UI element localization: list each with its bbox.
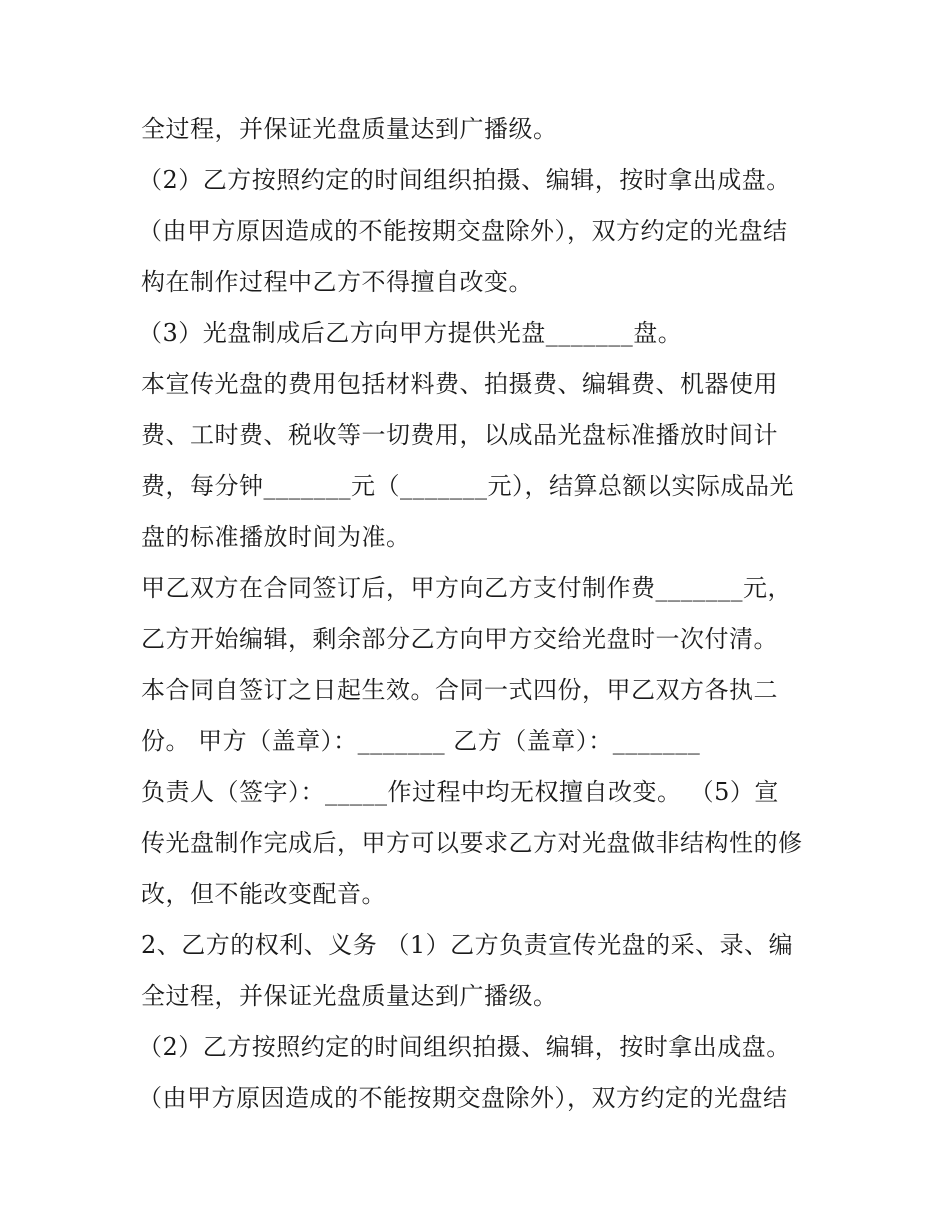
text-line: 全过程，并保证光盘质量达到广播级。 xyxy=(141,982,558,1010)
text-line: （3）光盘制成后乙方向甲方提供光盘_______盘。 xyxy=(138,319,683,347)
text-line: 费、工时费、税收等一切费用，以成品光盘标准播放时间计 xyxy=(141,421,778,449)
text-line: 全过程，并保证光盘质量达到广播级。 xyxy=(141,115,558,143)
text-line: 甲乙双方在合同签订后，甲方向乙方支付制作费_______元， xyxy=(141,574,792,602)
text-line: （由甲方原因造成的不能按期交盘除外），双方约定的光盘结 xyxy=(138,1084,788,1112)
text-line: 传光盘制作完成后，甲方可以要求乙方对光盘做非结构性的修 xyxy=(141,829,803,857)
text-line: 改，但不能改变配音。 xyxy=(141,880,386,908)
text-line: 本合同自签订之日起生效。合同一式四份，甲乙双方各执二 xyxy=(141,676,778,704)
text-line: 乙方开始编辑，剩余部分乙方向甲方交给光盘时一次付清。 xyxy=(141,625,778,653)
text-line: （由甲方原因造成的不能按期交盘除外），双方约定的光盘结 xyxy=(138,217,788,245)
text-line: 2、乙方的权利、义务 （1）乙方负责宣传光盘的采、录、编 xyxy=(141,931,794,959)
text-line: 本宣传光盘的费用包括材料费、拍摄费、编辑费、机器使用 xyxy=(141,370,778,398)
text-line: 费，每分钟_______元（_______元），结算总额以实际成品光 xyxy=(141,472,794,500)
text-line: （2）乙方按照约定的时间组织拍摄、编辑，按时拿出成盘。 xyxy=(138,1033,791,1061)
text-line: 构在制作过程中乙方不得擅自改变。 xyxy=(141,268,533,296)
text-line: 份。 甲方（盖章）：_______ 乙方（盖章）：_______ xyxy=(141,727,701,755)
document-body xyxy=(138,111,831,1131)
text-line: 负责人（签字）：_____作过程中均无权擅自改变。 （5）宣 xyxy=(141,778,779,806)
text-line: （2）乙方按照约定的时间组织拍摄、编辑，按时拿出成盘。 xyxy=(138,166,791,194)
text-line: 盘的标准播放时间为准。 xyxy=(141,523,411,551)
